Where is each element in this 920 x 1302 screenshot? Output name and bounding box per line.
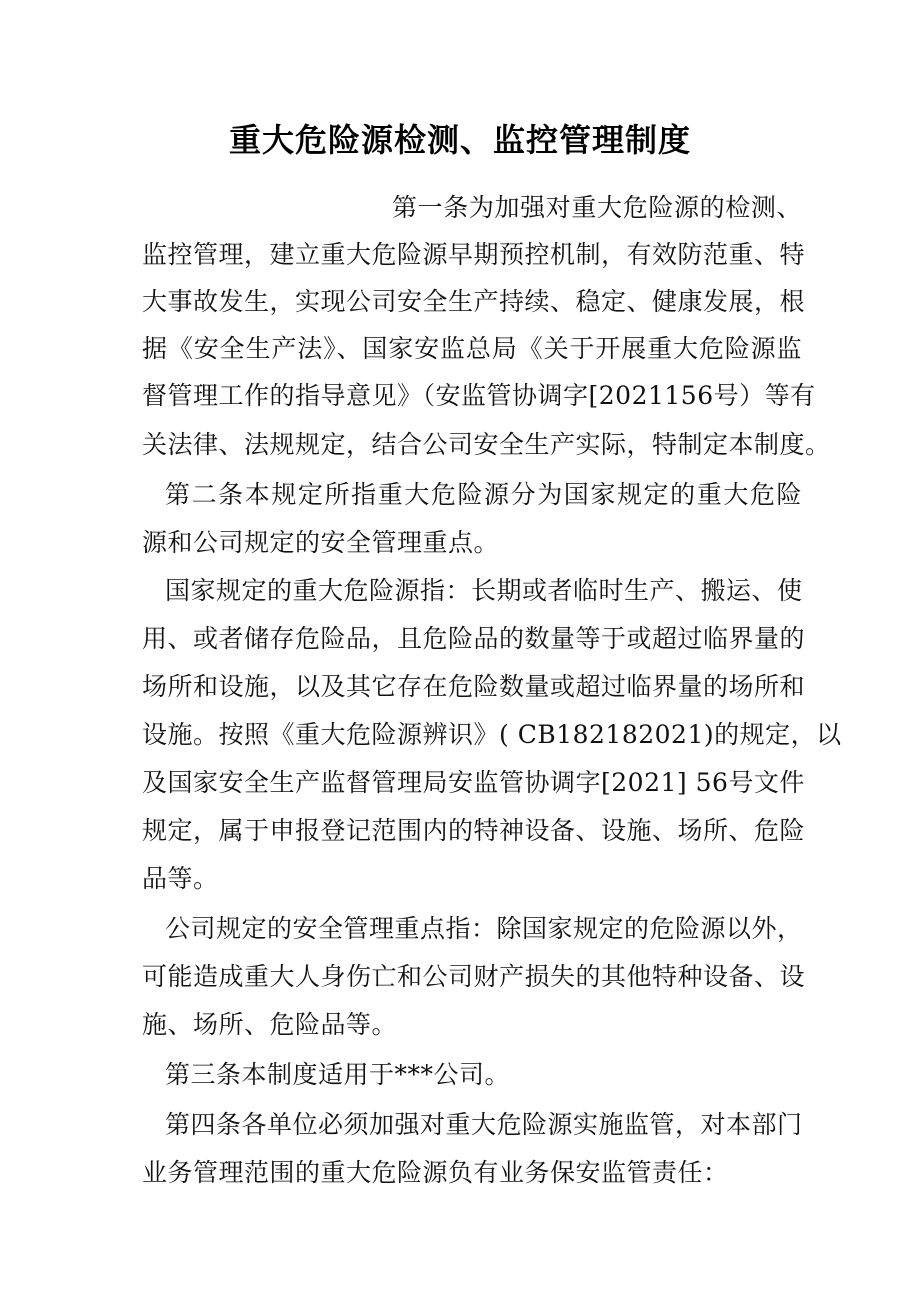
text-line: 第二条本规定所指重大危险源分为国家规定的重大危险: [165, 480, 802, 509]
text-line: 监控管理，建立重大危险源早期预控机制，有效防范重、特: [142, 240, 806, 269]
text-line: 第一条为加强对重大危险源的检测、: [392, 193, 802, 222]
text-line: 业务管理范围的重大危险源负有业务保安监管责任：: [142, 1158, 729, 1187]
text-line: 国家规定的重大危险源指：长期或者临时生产、搬运、使: [165, 576, 803, 605]
text-line: 督管理工作的指导意见》（安监管协调字[2021156号）等有: [142, 381, 816, 410]
document-title: 重大危险源检测、监控管理制度: [228, 121, 691, 159]
text-line: 施、场所、危险品等。: [142, 1010, 398, 1039]
text-line: 品等。: [142, 864, 219, 893]
text-line: 关法律、法规规定，结合公司安全生产实际，特制定本制度。: [142, 430, 831, 459]
text-line: 可能造成重大人身伤亡和公司财产损失的其他特种设备、设: [142, 962, 806, 991]
text-line: 设施。按照《重大危险源辨识》( CB182182021)的规定，以: [142, 720, 842, 749]
text-line: 据《安全生产法》、国家安监总局《关于开展重大危险源监: [142, 334, 802, 363]
text-line: 及国家安全生产监督管理局安监管协调字[2021] 56号文件: [142, 768, 805, 797]
text-line: 用、或者储存危险品，且危险品的数量等于或超过临界量的: [142, 624, 806, 653]
text-line: 源和公司规定的安全管理重点。: [142, 528, 500, 557]
text-line: 规定，属于申报登记范围内的特神设备、设施、场所、危险: [142, 816, 806, 845]
text-line: 大事故发生，实现公司安全生产持续、稳定、健康发展，根: [142, 287, 806, 316]
text-line: 场所和设施，以及其它存在危险数量或超过临界量的场所和: [142, 672, 806, 701]
text-line: 第四条各单位必须加强对重大危险源实施监管，对本部门: [165, 1110, 803, 1139]
text-line: 公司规定的安全管理重点指：除国家规定的危险源以外，: [165, 914, 803, 943]
text-line: 第三条本制度适用于***公司。: [165, 1060, 511, 1089]
